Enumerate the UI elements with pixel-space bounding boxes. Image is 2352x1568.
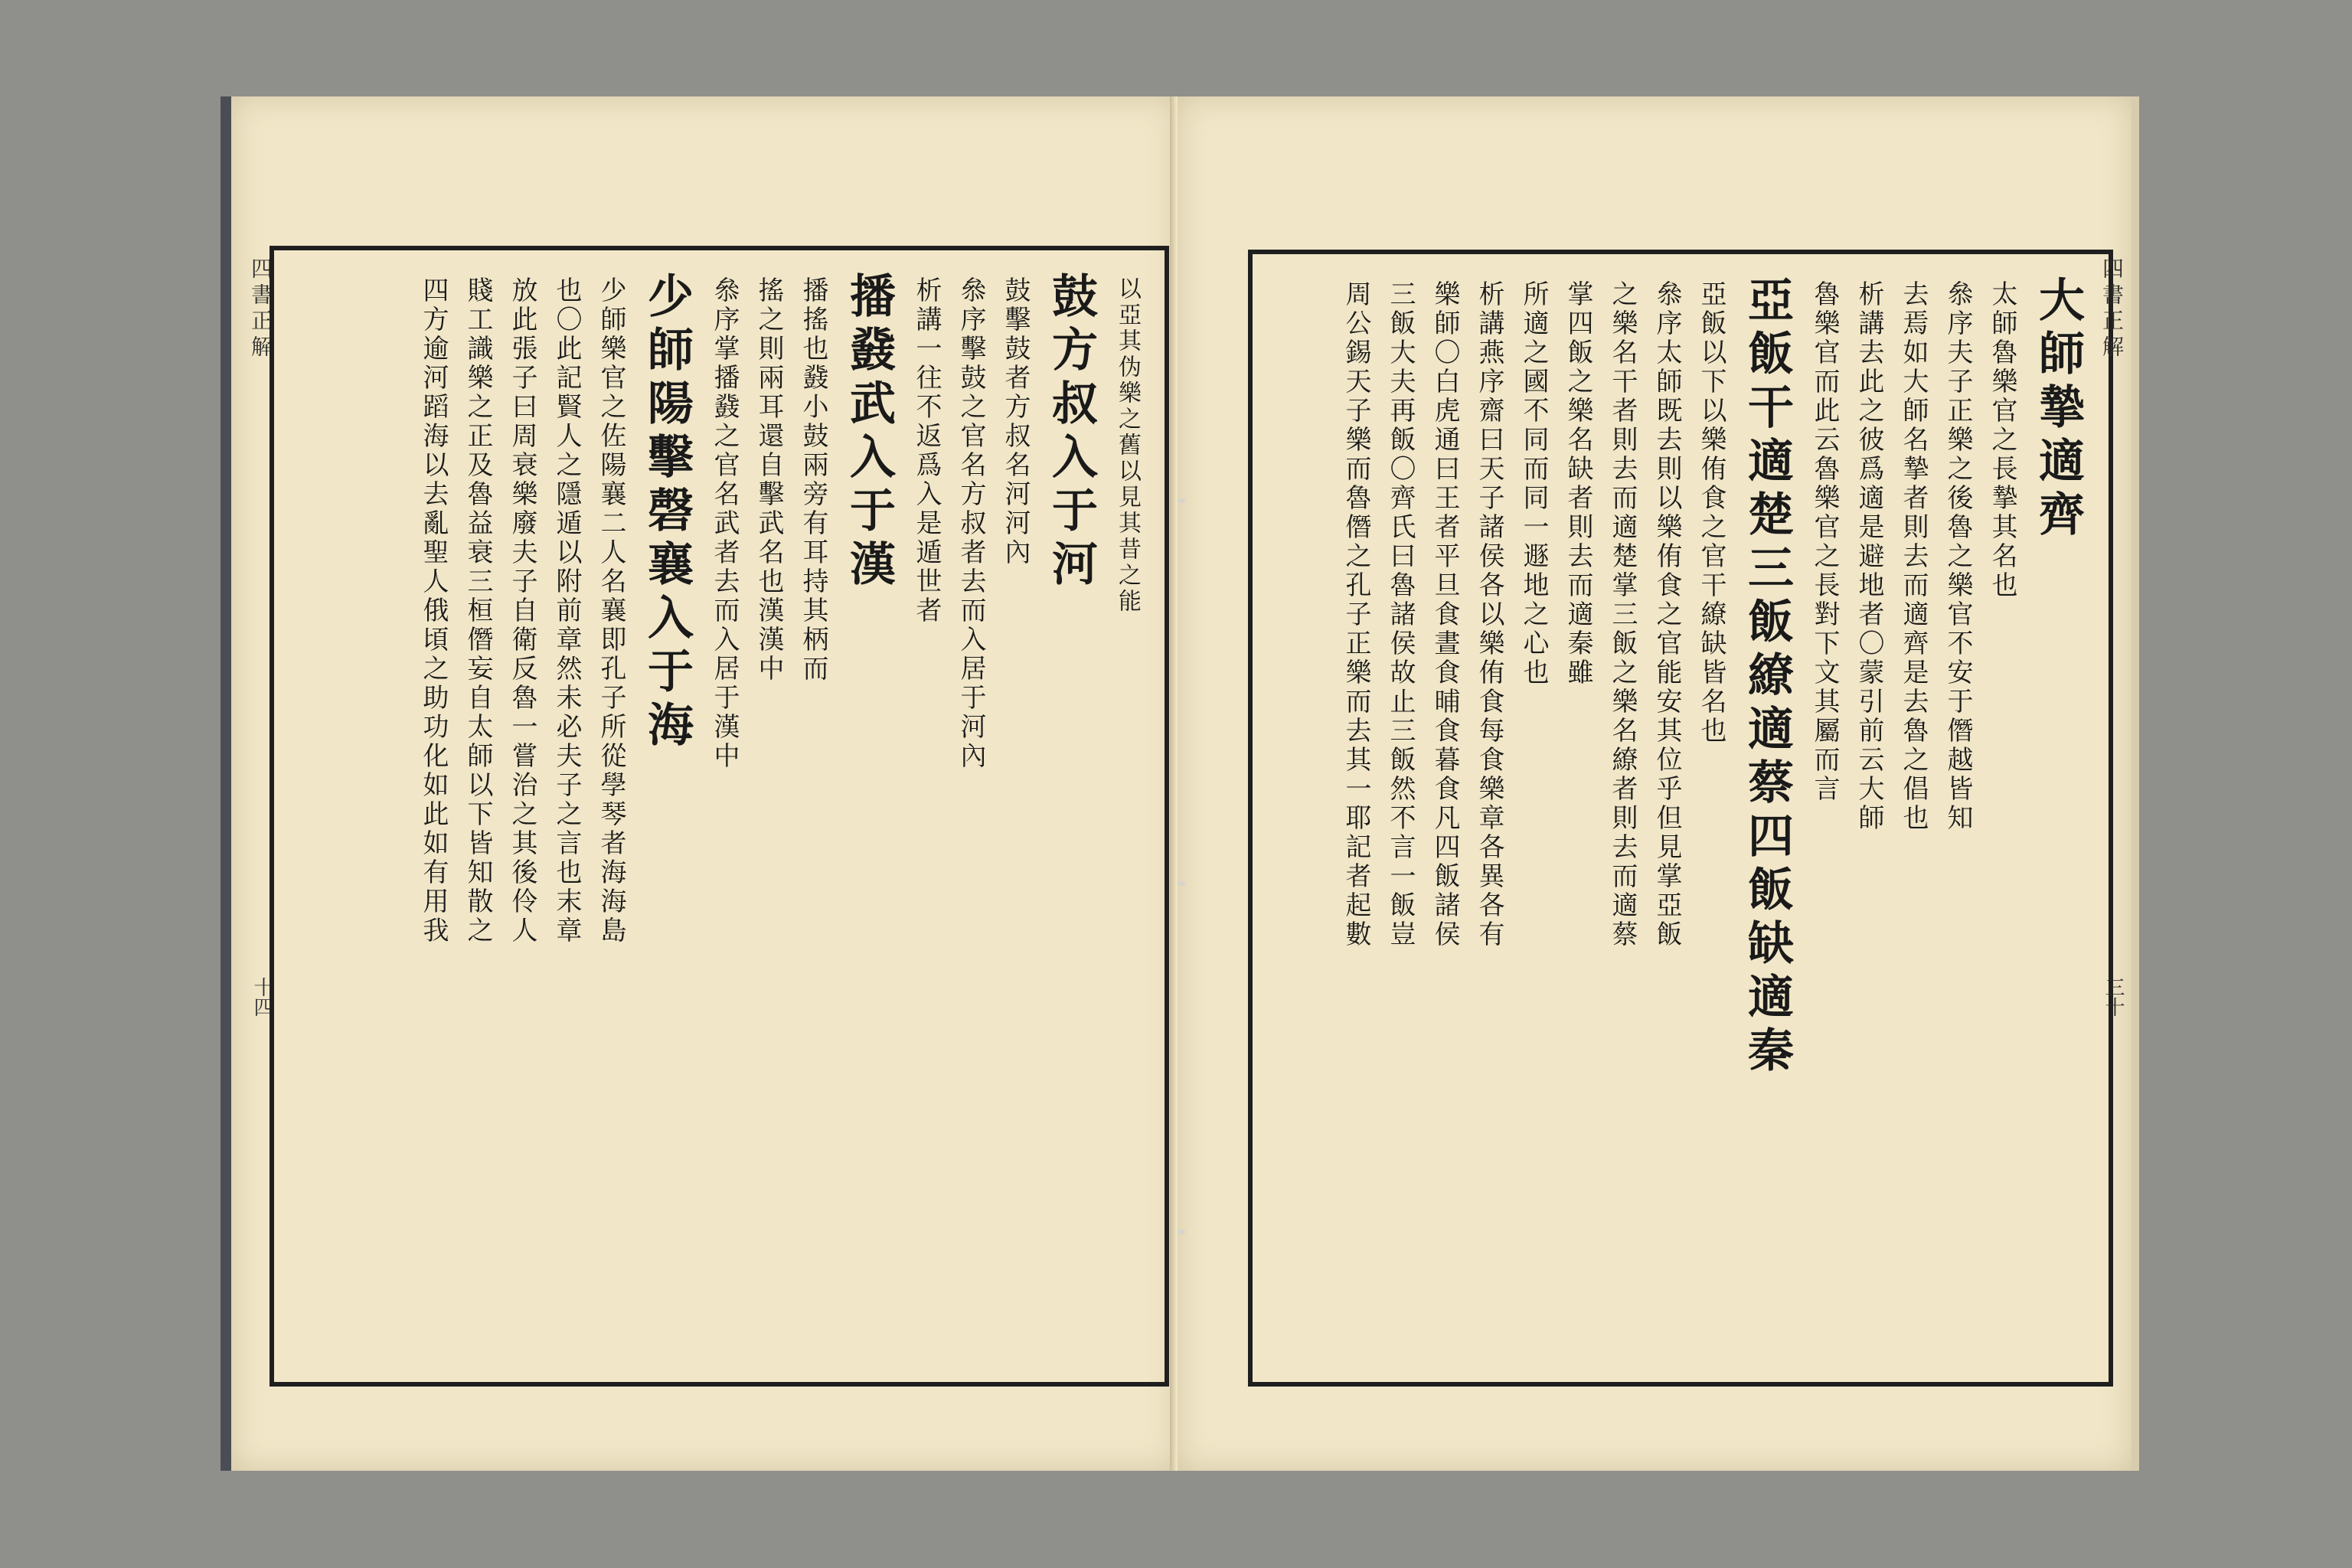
text-column: 太師魯樂官之長摯其名也 (1987, 280, 2017, 600)
text-column: 叅序掌播鼗之官名武者去而入居于漢中 (709, 276, 740, 771)
text-column: 叅序太師既去則以樂侑食之官能安其位乎但見掌亞飯 (1651, 280, 1682, 949)
text-column: 播搖也鼗小鼓兩旁有耳持其柄而 (798, 276, 828, 684)
text-column: 以亞其伪樂之舊以見其昔之能 (1114, 276, 1141, 615)
right-margin-title: 四書正解 (2099, 257, 2125, 361)
text-column: 賤工識樂之正及魯益衰三桓僭妄自太師以下皆知散之 (462, 276, 493, 946)
text-column: 析講一往不返爲入是遁世者 (911, 276, 942, 626)
text-column: 放此張子曰周衰樂廢夫子自衛反魯一嘗治之其後伶人 (507, 276, 537, 946)
right-page-number: 三十 (2102, 977, 2125, 1017)
text-column: 析講燕序齋曰天子諸侯各以樂侑食每食樂章各異各有 (1474, 280, 1504, 949)
text-column: 也〇此記賢人之隱遁以附前章然未必夫子之言也末章 (551, 276, 582, 946)
text-column: 掌四飯之樂名缺者則去而適秦雖 (1563, 280, 1593, 688)
text-column: 四方逾河蹈海以去亂聖人俄頃之助功化如此如有用我 (418, 276, 449, 946)
left-page (220, 96, 1178, 1471)
text-column: 亞飯干適楚三飯繚適蔡四飯缺適秦 (1740, 276, 1794, 1080)
text-column: 亞飯以下以樂侑食之官干繚缺皆名也 (1696, 280, 1726, 746)
text-column: 樂師〇白虎通曰王者平旦食晝食晡食暮食凡四飯諸侯 (1429, 280, 1460, 949)
text-column: 鼓擊鼓者方叔名河河內 (1000, 276, 1031, 567)
text-column: 析講去此之彼爲適是避地者〇蒙引前云大師 (1854, 280, 1884, 833)
binding-thread (1178, 881, 1185, 886)
left-text-frame (270, 246, 1169, 1387)
text-column: 大師摯適齊 (2031, 276, 2085, 544)
text-column: 叅序擊鼓之官名方叔者去而入居于河內 (956, 276, 986, 771)
text-column: 三飯大夫再飯〇齊氏曰魯諸侯故止三飯然不言一飯豈 (1385, 280, 1416, 949)
right-text-frame (1248, 250, 2113, 1387)
text-column: 所適之國不同而同一遯地之心也 (1518, 280, 1549, 688)
text-column: 搖之則兩耳還自擊武名也漢漢中 (753, 276, 784, 684)
text-column: 少師陽擊磬襄入于海 (640, 272, 694, 754)
text-column: 之樂名干者則去而適楚掌三飯之樂名繚者則去而適蔡 (1607, 280, 1638, 949)
right-page (1178, 96, 2139, 1471)
left-margin-title: 四書正解 (248, 257, 273, 361)
text-column: 魯樂官而此云魯樂官之長對下文其屬而言 (1809, 280, 1840, 804)
text-column: 周公錫天子樂而魯僭之孔子正樂而去其一耶記者起數 (1341, 280, 1371, 949)
left-page-number: 十四 (250, 977, 273, 1017)
text-column: 叅序夫子正樂之後魯之樂官不安于僭越皆知 (1942, 280, 1973, 833)
binding-thread (1178, 498, 1185, 503)
text-column: 播鼗武入于漢 (842, 272, 896, 593)
text-column: 少師樂官之佐陽襄二人名襄即孔子所從學琴者海海島 (596, 276, 626, 946)
binding-thread (1178, 1230, 1185, 1234)
text-column: 鼓方叔入于河 (1044, 272, 1098, 593)
open-book (220, 96, 2139, 1471)
text-column: 去焉如大師名摯者則去而適齊是去魯之倡也 (1898, 280, 1929, 833)
